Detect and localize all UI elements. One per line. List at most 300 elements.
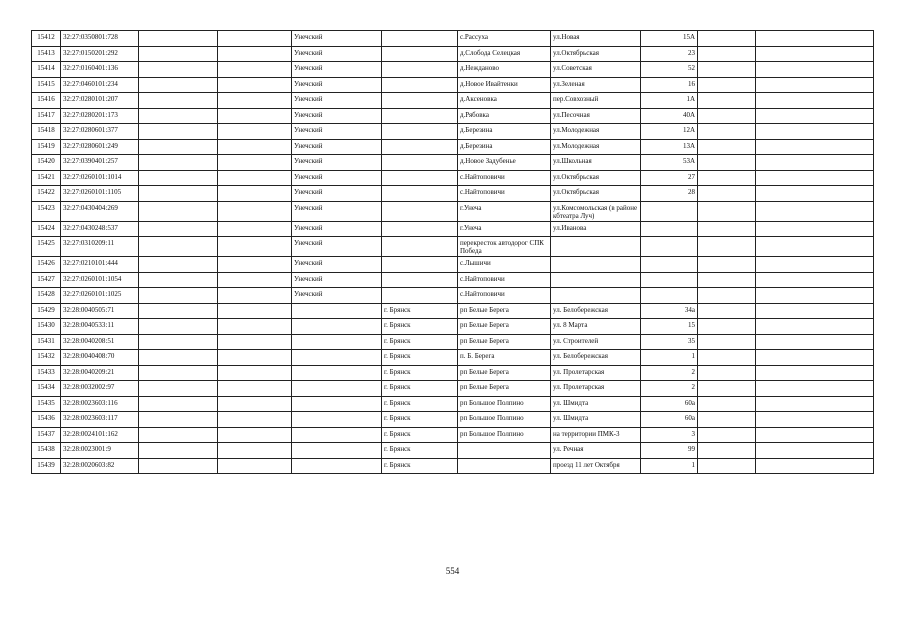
cell-city: [382, 139, 458, 155]
cell-settlement: рп Большое Полпино: [458, 412, 551, 428]
cell-district: Унечский: [292, 139, 382, 155]
cell-col-11: [756, 303, 874, 319]
cell-street: ул.Октябрьская: [551, 46, 641, 62]
cell-col-11: [756, 155, 874, 171]
cell-district: [292, 443, 382, 459]
cell-house-number: 35: [641, 334, 698, 350]
table-row: [32, 186, 874, 202]
cell-settlement: д.Рябовка: [458, 108, 551, 124]
cell-city: [382, 93, 458, 109]
cell-city: г. Брянск: [382, 334, 458, 350]
cell-settlement: д.Березина: [458, 139, 551, 155]
cell-col-10: [698, 319, 756, 335]
cell-city: [382, 46, 458, 62]
cell-col-4: [218, 381, 292, 397]
cell-settlement: д.Березина: [458, 124, 551, 140]
table-row: [32, 458, 874, 474]
cell-row-number: 15427: [32, 272, 61, 288]
cell-col-3: [139, 272, 218, 288]
cell-col-4: [218, 319, 292, 335]
cell-cadastral-number: 32:28:0032002:97: [61, 381, 139, 397]
cell-settlement: д.Новое Ивайтенки: [458, 77, 551, 93]
cell-col-3: [139, 381, 218, 397]
cell-col-3: [139, 237, 218, 257]
cell-district: [292, 303, 382, 319]
cell-col-4: [218, 93, 292, 109]
cell-col-4: [218, 272, 292, 288]
cell-house-number: 15А: [641, 31, 698, 47]
cell-row-number: 15425: [32, 237, 61, 257]
cell-settlement: с.Найтоповичи: [458, 288, 551, 304]
cell-col-4: [218, 334, 292, 350]
cell-col-4: [218, 77, 292, 93]
cell-street: ул. Строителей: [551, 334, 641, 350]
cell-col-3: [139, 350, 218, 366]
cell-settlement: с.Рассуха: [458, 31, 551, 47]
table-row: [32, 155, 874, 171]
cell-house-number: 60а: [641, 412, 698, 428]
cell-street: ул. 8 Марта: [551, 319, 641, 335]
cell-col-4: [218, 443, 292, 459]
cell-col-4: [218, 46, 292, 62]
cell-house-number: 1: [641, 458, 698, 474]
cell-col-11: [756, 381, 874, 397]
cell-house-number: 2: [641, 365, 698, 381]
cell-row-number: 15414: [32, 62, 61, 78]
cell-city: [382, 31, 458, 47]
cell-col-4: [218, 62, 292, 78]
table-row: [32, 381, 874, 397]
cell-col-10: [698, 170, 756, 186]
cell-col-10: [698, 108, 756, 124]
cell-street: ул. Шмидта: [551, 396, 641, 412]
cell-col-3: [139, 427, 218, 443]
table-row: [32, 443, 874, 459]
cell-street: [551, 257, 641, 273]
cell-house-number: [641, 221, 698, 237]
cell-cadastral-number: 32:27:0390401:257: [61, 155, 139, 171]
cell-col-3: [139, 319, 218, 335]
cell-col-3: [139, 396, 218, 412]
cell-district: Унечский: [292, 288, 382, 304]
table-row: [32, 124, 874, 140]
cell-col-11: [756, 458, 874, 474]
cell-col-11: [756, 319, 874, 335]
cell-district: Унечский: [292, 77, 382, 93]
cell-street: ул.Песочная: [551, 108, 641, 124]
cell-house-number: [641, 272, 698, 288]
cell-cadastral-number: 32:28:0023001:9: [61, 443, 139, 459]
cell-col-10: [698, 427, 756, 443]
cell-district: [292, 334, 382, 350]
cell-col-4: [218, 139, 292, 155]
cell-house-number: [641, 257, 698, 273]
cell-house-number: [641, 201, 698, 221]
cell-city: г. Брянск: [382, 350, 458, 366]
cell-row-number: 15423: [32, 201, 61, 221]
cell-street: ул.Зеленая: [551, 77, 641, 93]
cell-col-3: [139, 201, 218, 221]
cell-col-10: [698, 139, 756, 155]
cell-house-number: 40А: [641, 108, 698, 124]
cell-city: г. Брянск: [382, 381, 458, 397]
cell-cadastral-number: 32:28:0024101:162: [61, 427, 139, 443]
cell-settlement: д.Нежданово: [458, 62, 551, 78]
cell-city: г. Брянск: [382, 303, 458, 319]
table-row: [32, 288, 874, 304]
cell-city: г. Брянск: [382, 396, 458, 412]
cell-house-number: 1: [641, 350, 698, 366]
cell-col-4: [218, 186, 292, 202]
cell-district: [292, 319, 382, 335]
cell-col-10: [698, 155, 756, 171]
cell-col-4: [218, 412, 292, 428]
cell-cadastral-number: 32:28:0020603:82: [61, 458, 139, 474]
cell-house-number: 2: [641, 381, 698, 397]
table-row: [32, 396, 874, 412]
cell-street: [551, 272, 641, 288]
cell-city: [382, 186, 458, 202]
cell-col-11: [756, 221, 874, 237]
cell-col-10: [698, 396, 756, 412]
cell-col-10: [698, 257, 756, 273]
cell-col-10: [698, 365, 756, 381]
cell-col-4: [218, 427, 292, 443]
cell-row-number: 15418: [32, 124, 61, 140]
cell-row-number: 15435: [32, 396, 61, 412]
cell-col-10: [698, 443, 756, 459]
cell-cadastral-number: 32:28:0040209:21: [61, 365, 139, 381]
cell-col-3: [139, 257, 218, 273]
cell-district: Унечский: [292, 201, 382, 221]
cell-city: [382, 257, 458, 273]
cell-col-3: [139, 221, 218, 237]
cell-col-11: [756, 427, 874, 443]
cell-house-number: 28: [641, 186, 698, 202]
cell-col-10: [698, 46, 756, 62]
cell-row-number: 15421: [32, 170, 61, 186]
cell-district: Унечский: [292, 272, 382, 288]
table-row: [32, 139, 874, 155]
cell-col-4: [218, 303, 292, 319]
cell-col-4: [218, 365, 292, 381]
cell-col-10: [698, 201, 756, 221]
cell-row-number: 15415: [32, 77, 61, 93]
cell-col-4: [218, 350, 292, 366]
cell-cadastral-number: 32:27:0260101:1054: [61, 272, 139, 288]
cell-city: г. Брянск: [382, 319, 458, 335]
cell-district: Унечский: [292, 186, 382, 202]
cell-row-number: 15437: [32, 427, 61, 443]
cell-settlement: перекресток автодорог СПК Победа: [458, 237, 551, 257]
cell-col-10: [698, 31, 756, 47]
cell-cadastral-number: 32:27:0430248:537: [61, 221, 139, 237]
table-row: [32, 272, 874, 288]
cell-house-number: 99: [641, 443, 698, 459]
cell-settlement: [458, 458, 551, 474]
table-row: [32, 237, 874, 257]
cell-settlement: с.Найтоповичи: [458, 272, 551, 288]
cell-col-11: [756, 186, 874, 202]
cell-cadastral-number: 32:27:0260101:1014: [61, 170, 139, 186]
cell-settlement: с.Лышичи: [458, 257, 551, 273]
cell-col-11: [756, 396, 874, 412]
cell-cadastral-number: 32:28:0040505:71: [61, 303, 139, 319]
cell-cadastral-number: 32:28:0040408:70: [61, 350, 139, 366]
cell-street: ул. Шмидта: [551, 412, 641, 428]
cell-street: проезд 11 лет Октября: [551, 458, 641, 474]
cell-settlement: д.Слобода Селецкая: [458, 46, 551, 62]
cell-col-10: [698, 272, 756, 288]
cell-city: г. Брянск: [382, 412, 458, 428]
cell-col-10: [698, 303, 756, 319]
cell-street: ул.Молодежная: [551, 124, 641, 140]
cell-cadastral-number: 32:27:0280201:173: [61, 108, 139, 124]
cell-city: [382, 155, 458, 171]
table-row: [32, 257, 874, 273]
cell-row-number: 15436: [32, 412, 61, 428]
cell-settlement: рп Белые Берега: [458, 334, 551, 350]
cell-row-number: 15428: [32, 288, 61, 304]
cell-street: ул.Комсомольская (в районе кбтеатра Луч): [551, 201, 641, 221]
cell-district: Унечский: [292, 155, 382, 171]
cell-settlement: рп Белые Берега: [458, 303, 551, 319]
cell-row-number: 15433: [32, 365, 61, 381]
table-row: [32, 46, 874, 62]
cell-street: ул.Советская: [551, 62, 641, 78]
cell-row-number: 15412: [32, 31, 61, 47]
cell-cadastral-number: 32:27:0160401:136: [61, 62, 139, 78]
cell-cadastral-number: 32:27:0260101:1105: [61, 186, 139, 202]
cell-district: [292, 381, 382, 397]
cell-street: ул. Белобережская: [551, 350, 641, 366]
cell-settlement: рп Большое Полпино: [458, 396, 551, 412]
cell-house-number: 52: [641, 62, 698, 78]
table-row: [32, 221, 874, 237]
cell-col-3: [139, 288, 218, 304]
cell-col-11: [756, 31, 874, 47]
cell-col-11: [756, 124, 874, 140]
cell-district: Унечский: [292, 93, 382, 109]
cell-street: ул.Молодежная: [551, 139, 641, 155]
cell-col-11: [756, 108, 874, 124]
cell-row-number: 15413: [32, 46, 61, 62]
cell-city: [382, 62, 458, 78]
cell-col-3: [139, 303, 218, 319]
cell-col-11: [756, 257, 874, 273]
register-table: [31, 30, 874, 474]
cell-city: [382, 288, 458, 304]
cell-street: ул.Новая: [551, 31, 641, 47]
cell-city: [382, 221, 458, 237]
cell-district: [292, 458, 382, 474]
cell-col-11: [756, 288, 874, 304]
cell-street: пер.Совхозный: [551, 93, 641, 109]
cell-settlement: с.Найтоповичи: [458, 186, 551, 202]
cell-house-number: 1А: [641, 93, 698, 109]
cell-col-4: [218, 396, 292, 412]
table-row: [32, 365, 874, 381]
table-row: [32, 170, 874, 186]
cell-district: [292, 412, 382, 428]
cell-cadastral-number: 32:27:0280601:377: [61, 124, 139, 140]
cell-col-3: [139, 334, 218, 350]
cell-col-10: [698, 237, 756, 257]
cell-col-4: [218, 237, 292, 257]
cell-district: [292, 427, 382, 443]
cell-col-10: [698, 350, 756, 366]
cell-city: [382, 124, 458, 140]
cell-col-11: [756, 139, 874, 155]
cell-district: Унечский: [292, 108, 382, 124]
table-row: [32, 319, 874, 335]
cell-district: Унечский: [292, 124, 382, 140]
cell-settlement: рп Белые Берега: [458, 381, 551, 397]
cell-col-11: [756, 201, 874, 221]
cell-cadastral-number: 32:28:0023603:116: [61, 396, 139, 412]
cell-col-4: [218, 201, 292, 221]
cell-city: [382, 170, 458, 186]
cell-street: [551, 288, 641, 304]
cell-district: Унечский: [292, 62, 382, 78]
cell-col-11: [756, 46, 874, 62]
cell-col-11: [756, 93, 874, 109]
cell-row-number: 15424: [32, 221, 61, 237]
cell-col-4: [218, 458, 292, 474]
cell-row-number: 15439: [32, 458, 61, 474]
cell-settlement: рп Белые Берега: [458, 365, 551, 381]
cell-settlement: рп Белые Берега: [458, 319, 551, 335]
cell-col-3: [139, 139, 218, 155]
cell-row-number: 15416: [32, 93, 61, 109]
cell-house-number: [641, 237, 698, 257]
cell-cadastral-number: 32:27:0280601:249: [61, 139, 139, 155]
cell-cadastral-number: 32:28:0040208:51: [61, 334, 139, 350]
cell-house-number: 12А: [641, 124, 698, 140]
register-table-body: [32, 31, 874, 474]
table-row: [32, 108, 874, 124]
cell-col-3: [139, 108, 218, 124]
cell-row-number: 15420: [32, 155, 61, 171]
cell-street: на территории ПМК-3: [551, 427, 641, 443]
cell-col-4: [218, 155, 292, 171]
cell-col-11: [756, 170, 874, 186]
table-row: [32, 303, 874, 319]
cell-col-3: [139, 31, 218, 47]
cell-col-11: [756, 272, 874, 288]
cell-city: [382, 201, 458, 221]
cell-col-4: [218, 31, 292, 47]
table-row: [32, 427, 874, 443]
cell-house-number: 34а: [641, 303, 698, 319]
cell-settlement: д.Новое Задубенье: [458, 155, 551, 171]
cell-street: ул.Школьная: [551, 155, 641, 171]
cell-district: Унечский: [292, 31, 382, 47]
cell-street: ул. Пролетарская: [551, 365, 641, 381]
cell-city: [382, 77, 458, 93]
cell-col-11: [756, 237, 874, 257]
cell-house-number: 27: [641, 170, 698, 186]
cell-cadastral-number: 32:27:0460101:234: [61, 77, 139, 93]
cell-col-11: [756, 334, 874, 350]
cell-district: [292, 396, 382, 412]
cell-col-3: [139, 93, 218, 109]
cell-city: [382, 272, 458, 288]
cell-settlement: рп Большое Полпино: [458, 427, 551, 443]
cell-col-10: [698, 186, 756, 202]
table-row: [32, 201, 874, 221]
cell-col-10: [698, 77, 756, 93]
cell-city: [382, 108, 458, 124]
cell-cadastral-number: 32:28:0040533:11: [61, 319, 139, 335]
cell-cadastral-number: 32:27:0150201:292: [61, 46, 139, 62]
cell-cadastral-number: 32:27:0310209:11: [61, 237, 139, 257]
cell-col-3: [139, 186, 218, 202]
cell-row-number: 15431: [32, 334, 61, 350]
cell-col-11: [756, 365, 874, 381]
cell-cadastral-number: 32:27:0350801:728: [61, 31, 139, 47]
cell-settlement: п. Б. Берега: [458, 350, 551, 366]
cell-col-10: [698, 458, 756, 474]
cell-house-number: 16: [641, 77, 698, 93]
cell-col-10: [698, 221, 756, 237]
cell-cadastral-number: 32:27:0430404:269: [61, 201, 139, 221]
cell-col-10: [698, 93, 756, 109]
cell-row-number: 15438: [32, 443, 61, 459]
cell-col-10: [698, 381, 756, 397]
cell-house-number: 13А: [641, 139, 698, 155]
cell-district: Унечский: [292, 237, 382, 257]
cell-col-10: [698, 334, 756, 350]
table-row: [32, 62, 874, 78]
cell-city: г. Брянск: [382, 427, 458, 443]
cell-district: [292, 365, 382, 381]
cell-district: [292, 350, 382, 366]
cell-house-number: 53А: [641, 155, 698, 171]
cell-cadastral-number: 32:27:0210101:444: [61, 257, 139, 273]
cell-col-3: [139, 46, 218, 62]
cell-col-3: [139, 412, 218, 428]
cell-street: ул. Белобережская: [551, 303, 641, 319]
cell-col-3: [139, 155, 218, 171]
cell-row-number: 15434: [32, 381, 61, 397]
cell-col-10: [698, 62, 756, 78]
cell-col-4: [218, 124, 292, 140]
cell-settlement: с.Найтоповичи: [458, 170, 551, 186]
table-row: [32, 412, 874, 428]
cell-street: ул.Октябрьская: [551, 170, 641, 186]
cell-col-11: [756, 443, 874, 459]
cell-house-number: 60а: [641, 396, 698, 412]
cell-street: ул.Октябрьская: [551, 186, 641, 202]
cell-street: ул. Речная: [551, 443, 641, 459]
page-number: 554: [445, 566, 460, 576]
cell-house-number: 3: [641, 427, 698, 443]
cell-col-3: [139, 365, 218, 381]
cell-row-number: 15429: [32, 303, 61, 319]
cell-district: Унечский: [292, 170, 382, 186]
cell-street: ул.Иванова: [551, 221, 641, 237]
cell-col-3: [139, 77, 218, 93]
cell-settlement: д.Аксеновка: [458, 93, 551, 109]
table-row: [32, 350, 874, 366]
cell-settlement: г.Унеча: [458, 221, 551, 237]
cell-row-number: 15432: [32, 350, 61, 366]
cell-row-number: 15426: [32, 257, 61, 273]
cell-city: г. Брянск: [382, 365, 458, 381]
cell-street: [551, 237, 641, 257]
cell-house-number: 15: [641, 319, 698, 335]
